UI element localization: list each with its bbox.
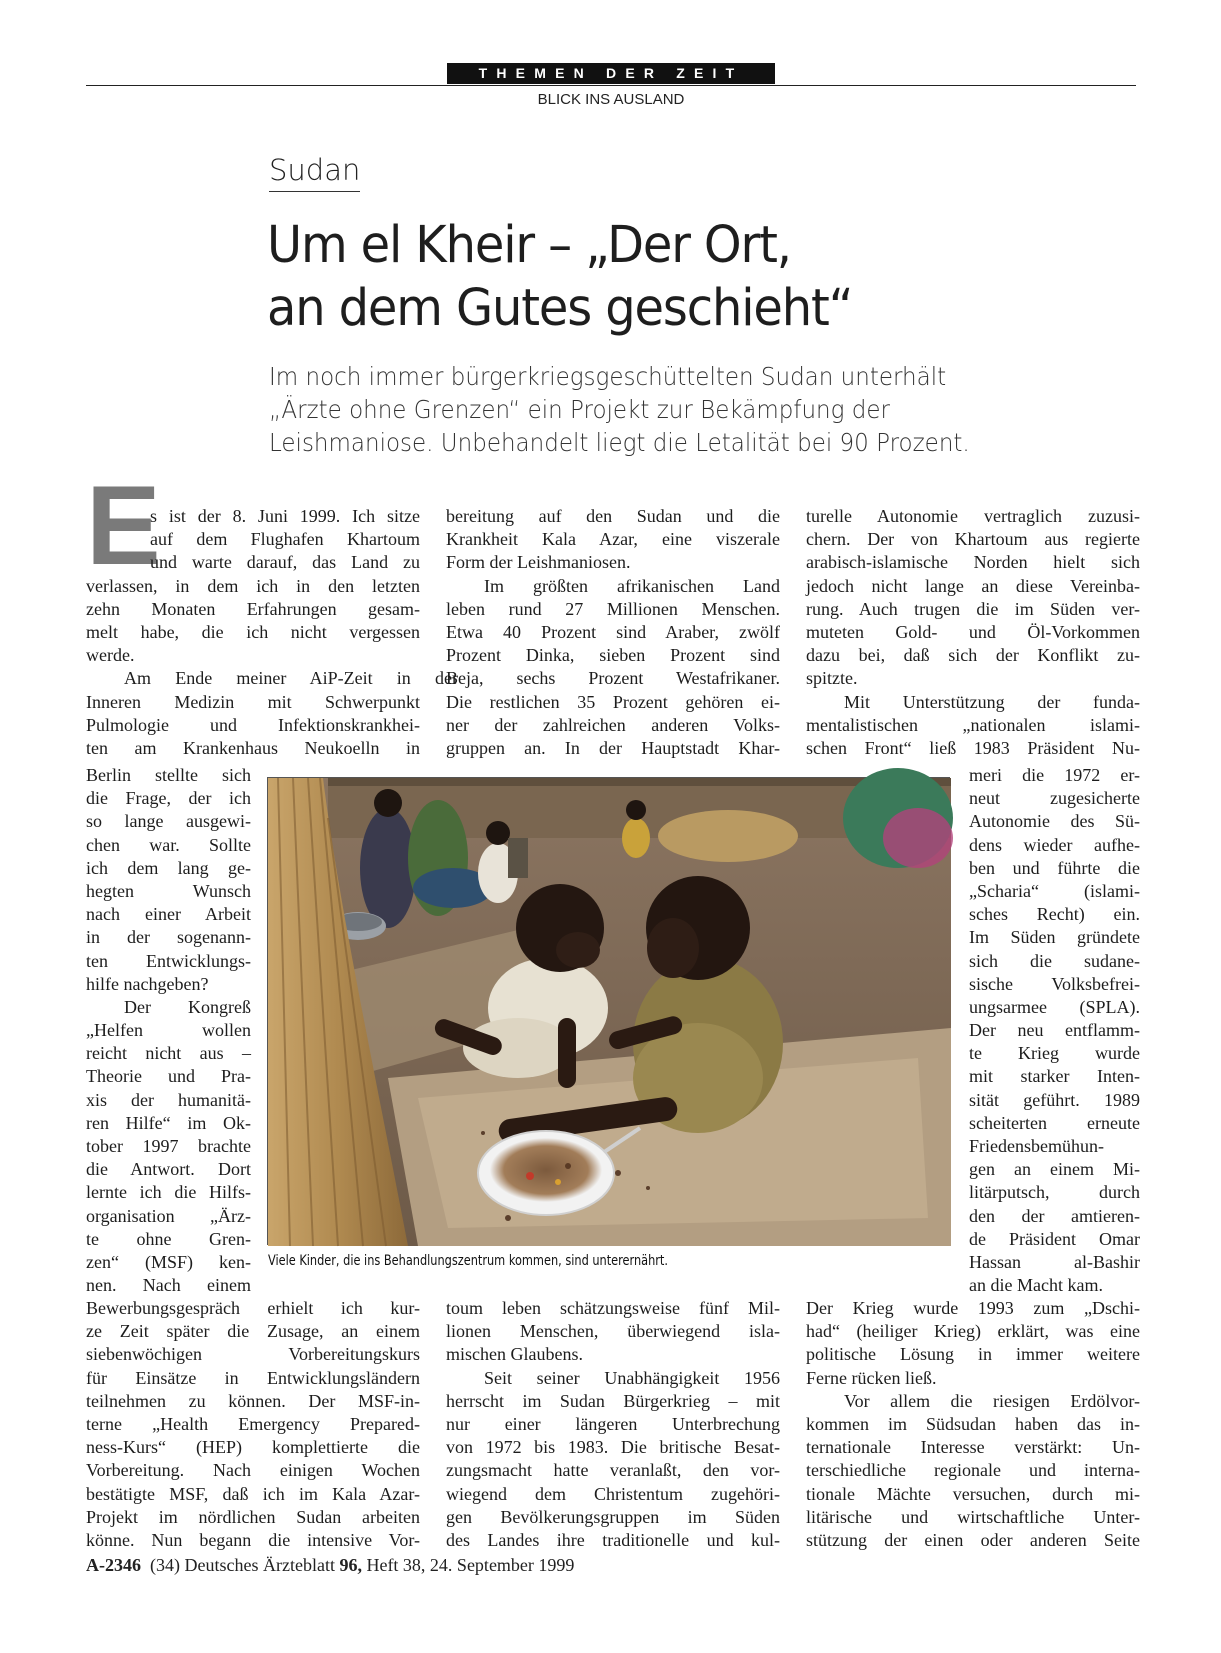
text-line: terschiedliche regionale und interna- bbox=[806, 1460, 1140, 1481]
text-line: Form der Leishmaniosen. bbox=[446, 552, 631, 573]
text-line: ze Zeit später die Zusage, an einem bbox=[86, 1321, 420, 1342]
text-line: turelle Autonomie vertraglich zuzusi- bbox=[806, 506, 1140, 526]
journal-issue: Heft 38, 24. September 1999 bbox=[366, 1555, 575, 1575]
photo-caption: Viele Kinder, die ins Behandlungszentrum kommen, sind unterernährt. bbox=[268, 1253, 668, 1269]
section-banner: THEMEN DER ZEIT bbox=[447, 63, 775, 84]
text-line: ner der zahlreichen anderen Volks- bbox=[446, 714, 780, 735]
text-line: Krankheit Kala Azar, eine viszerale bbox=[446, 529, 780, 550]
text-line: schen Front“ ließ 1983 Präsident Nu- bbox=[806, 737, 1140, 758]
text-line: gen an einem Mi- bbox=[969, 1159, 1140, 1180]
column-3-top bbox=[806, 505, 1140, 760]
text-line: „Scharia“ (islami- bbox=[969, 880, 1140, 901]
text-line: litärputsch, durch bbox=[969, 1182, 1140, 1203]
text-line: und warte darauf, das Land zu bbox=[150, 552, 420, 573]
text-line: des Landes ihre traditionelle und kul- bbox=[446, 1529, 780, 1550]
text-line: werde. bbox=[86, 645, 135, 666]
text-line: Bewerbungsgespräch erhielt ich kur- bbox=[86, 1298, 420, 1318]
article-photo bbox=[267, 777, 950, 1245]
text-line: Vor allem die riesigen Erdölvor- bbox=[844, 1390, 1140, 1411]
text-line: zehn Monaten Erfahrungen gesam- bbox=[86, 598, 420, 619]
text-line: Hassan al-Bashir bbox=[969, 1251, 1140, 1272]
text-line: nen. Nach einem bbox=[86, 1275, 251, 1296]
text-line: auf dem Flughafen Khartoum bbox=[150, 529, 420, 550]
lead-line: „Ärzte ohne Grenzen“ ein Projekt zur Bekämpfung der bbox=[269, 395, 890, 424]
text-line: hilfe nachgeben? bbox=[86, 973, 209, 994]
text-line: Pulmologie und Infektionskrankhei- bbox=[86, 714, 420, 735]
text-line: stützung der einen oder anderen Seite bbox=[806, 1529, 1140, 1550]
page-footer bbox=[86, 1553, 574, 1577]
text-line: sches Recht) ein. bbox=[969, 904, 1140, 925]
header-rule bbox=[86, 85, 1136, 86]
text-line: meri die 1972 er- bbox=[969, 765, 1140, 785]
text-line: Die restlichen 35 Prozent gehören ei- bbox=[446, 691, 780, 712]
text-line: für Einsätze in Entwicklungsländern bbox=[86, 1367, 420, 1388]
column-2-bottom bbox=[446, 1297, 780, 1552]
journal-volume: 96, bbox=[339, 1555, 362, 1575]
page-number-paren: (34) bbox=[150, 1555, 180, 1575]
article-title bbox=[267, 214, 1094, 340]
text-line: von 1972 bis 1983. Die britische Besat- bbox=[446, 1437, 780, 1458]
text-line: xis der humanitä- bbox=[86, 1089, 251, 1110]
text-line: Der neu entflamm- bbox=[969, 1020, 1140, 1041]
column-1-bottom bbox=[86, 1297, 420, 1552]
text-line: tionale Mächte versuchen, durch mi- bbox=[806, 1483, 1140, 1504]
drop-cap: E bbox=[86, 463, 161, 588]
text-line: so lange ausgewi- bbox=[86, 811, 251, 832]
text-line: siebenwöchigen Vorbereitungskurs bbox=[86, 1344, 420, 1365]
text-line: Vorbereitung. Nach einigen Wochen bbox=[86, 1460, 420, 1481]
text-line: zen“ (MSF) ken- bbox=[86, 1251, 251, 1272]
text-line: Inneren Medizin mit Schwerpunkt bbox=[86, 691, 420, 712]
article-kicker: Sudan bbox=[269, 150, 360, 192]
text-line: gruppen an. In der Hauptstadt Khar- bbox=[446, 737, 780, 758]
page-number: A-2346 bbox=[86, 1555, 141, 1575]
text-line: chen war. Sollte bbox=[86, 834, 251, 855]
lead-line: Leishmaniose. Unbehandelt liegt die Letalität bei 90 Prozent. bbox=[269, 428, 970, 457]
text-line: Prozent Dinka, sieben Prozent sind bbox=[446, 645, 780, 666]
text-line: litärische und wirtschaftliche Unter- bbox=[806, 1506, 1140, 1527]
text-line: Seit seiner Unabhängigkeit 1956 bbox=[484, 1367, 780, 1388]
text-line: organisation „Ärz- bbox=[86, 1205, 251, 1226]
text-line: Im Süden gründete bbox=[969, 927, 1140, 948]
text-line: Berlin stellte sich bbox=[86, 765, 251, 785]
text-line: reicht nicht aus – bbox=[86, 1043, 251, 1064]
text-line: melt habe, die ich nicht vergessen bbox=[86, 621, 420, 642]
text-line: ungsarmee (SPLA). bbox=[969, 996, 1140, 1017]
text-line: arabisch-islamische Norden hielt sich bbox=[806, 552, 1140, 573]
text-line: sich die sudane- bbox=[969, 950, 1140, 971]
text-line: verlassen, in dem ich in den letzten bbox=[86, 575, 420, 596]
text-line: den der amtieren- bbox=[969, 1205, 1140, 1226]
text-line: teilnehmen zu können. Der MSF-in- bbox=[86, 1390, 420, 1411]
column-3-narrow bbox=[969, 764, 1140, 1297]
text-line: dazu bei, daß sich der Konflikt zu- bbox=[806, 645, 1140, 666]
text-line: die Frage, der ich bbox=[86, 788, 251, 809]
text-line: gen Bevölkerungsgruppen im Süden bbox=[446, 1506, 780, 1527]
text-line: könne. Nun begann die intensive Vor- bbox=[86, 1529, 420, 1550]
title-line: an dem Gutes geschieht“ bbox=[267, 279, 853, 338]
text-line: herrscht im Sudan Bürgerkrieg – mit bbox=[446, 1390, 780, 1411]
text-line: die Antwort. Dort bbox=[86, 1159, 251, 1180]
text-line: nur einer längeren Unterbrechung bbox=[446, 1413, 780, 1434]
text-line: sische Volksbefrei- bbox=[969, 973, 1140, 994]
text-line: ich dem lang ge- bbox=[86, 857, 251, 878]
text-line: ten am Krankenhaus Neukoelln in bbox=[86, 737, 420, 758]
text-line: kommen im Südsudan haben das in- bbox=[806, 1413, 1140, 1434]
text-line: tober 1997 brachte bbox=[86, 1136, 251, 1156]
article-lead bbox=[269, 360, 1005, 459]
text-line: lionen Menschen, überwiegend isla- bbox=[446, 1321, 780, 1342]
text-line: an die Macht kam. bbox=[969, 1275, 1103, 1296]
text-line: Am Ende meiner AiP-Zeit in der bbox=[124, 668, 458, 689]
text-line: ternationale Interesse verstärkt: Un- bbox=[806, 1437, 1140, 1458]
text-line: Beja, sechs Prozent Westafrikaner. bbox=[446, 668, 780, 689]
text-line: dens wieder aufhe- bbox=[969, 834, 1140, 855]
text-line: scheiterten erneute bbox=[969, 1112, 1140, 1133]
text-line: Im größten afrikanischen Land bbox=[484, 575, 780, 596]
column-1-intro bbox=[86, 505, 458, 760]
text-line: Autonomie des Sü- bbox=[969, 811, 1140, 832]
photo-children-eating bbox=[268, 778, 951, 1246]
text-line: rung. Auch trugen die im Süden ver- bbox=[806, 598, 1140, 619]
text-line: te Krieg wurde bbox=[969, 1043, 1140, 1064]
text-line: had“ (heiliger Krieg) erklärt, was eine bbox=[806, 1321, 1140, 1342]
text-line: in der sogenann- bbox=[86, 927, 251, 948]
text-line: Der Kongreß bbox=[124, 996, 251, 1017]
text-line: ten Entwicklungs- bbox=[86, 950, 251, 971]
text-line: te ohne Gren- bbox=[86, 1228, 251, 1249]
text-line: Der Krieg wurde 1993 zum „Dschi- bbox=[806, 1298, 1140, 1318]
text-line: de Präsident Omar bbox=[969, 1228, 1140, 1249]
column-1-narrow bbox=[86, 764, 251, 1297]
text-line: Projekt im nördlichen Sudan arbeiten bbox=[86, 1506, 420, 1527]
subsection-label: BLICK INS AUSLAND bbox=[537, 91, 685, 108]
column-3-bottom bbox=[806, 1297, 1140, 1552]
title-line: Um el Kheir – „Der Ort, bbox=[267, 216, 791, 275]
text-line: hegten Wunsch bbox=[86, 880, 251, 901]
text-line: mit starker Inten- bbox=[969, 1066, 1140, 1087]
text-line: mentalistischen „nationalen islami- bbox=[806, 714, 1140, 735]
text-line: spitzte. bbox=[806, 668, 858, 689]
lead-line: Im noch immer bürgerkriegsgeschüttelten Sudan unterhält bbox=[269, 362, 947, 391]
text-line: bestätigte MSF, daß ich im Kala Azar- bbox=[86, 1483, 420, 1504]
text-line: Etwa 40 Prozent sind Araber, zwölf bbox=[446, 621, 780, 642]
text-line: Mit Unterstützung der funda- bbox=[844, 691, 1140, 712]
column-2-top bbox=[446, 505, 780, 760]
text-line: terne „Health Emergency Prepared- bbox=[86, 1413, 420, 1434]
text-line: Friedensbemühun- bbox=[969, 1136, 1104, 1156]
text-line: s ist der 8. Juni 1999. Ich sitze bbox=[150, 506, 420, 526]
text-line: Theorie und Pra- bbox=[86, 1066, 251, 1087]
text-line: lernte ich die Hilfs- bbox=[86, 1182, 251, 1203]
text-line: „Helfen wollen bbox=[86, 1020, 251, 1041]
text-line: zungsmacht hatte veranlaßt, den vor- bbox=[446, 1460, 780, 1481]
journal-name: Deutsches Ärzteblatt bbox=[184, 1555, 335, 1575]
text-line: toum leben schätzungsweise fünf Mil- bbox=[446, 1298, 780, 1318]
text-line: wiegend dem Christentum zugehöri- bbox=[446, 1483, 780, 1504]
text-line: muteten Gold- und Öl-Vorkommen bbox=[806, 621, 1140, 642]
text-line: ben und führte die bbox=[969, 857, 1140, 878]
text-line: bereitung auf den Sudan und die bbox=[446, 506, 780, 526]
text-line: neut zugesicherte bbox=[969, 788, 1140, 809]
text-line: politische Lösung in immer weitere bbox=[806, 1344, 1140, 1365]
text-line: mischen Glaubens. bbox=[446, 1344, 583, 1365]
text-line: nach einer Arbeit bbox=[86, 904, 251, 925]
text-line: chern. Der von Khartoum aus regierte bbox=[806, 529, 1140, 550]
text-line: sität geführt. 1989 bbox=[969, 1089, 1140, 1110]
text-line: ness-Kurs“ (HEP) komplettierte die bbox=[86, 1437, 420, 1458]
text-line: ren Hilfe“ im Ok- bbox=[86, 1112, 251, 1133]
text-line: leben rund 27 Millionen Menschen. bbox=[446, 598, 780, 619]
text-line: Ferne rücken ließ. bbox=[806, 1367, 937, 1388]
text-line: jedoch nicht lange an diese Vereinba- bbox=[806, 575, 1140, 596]
